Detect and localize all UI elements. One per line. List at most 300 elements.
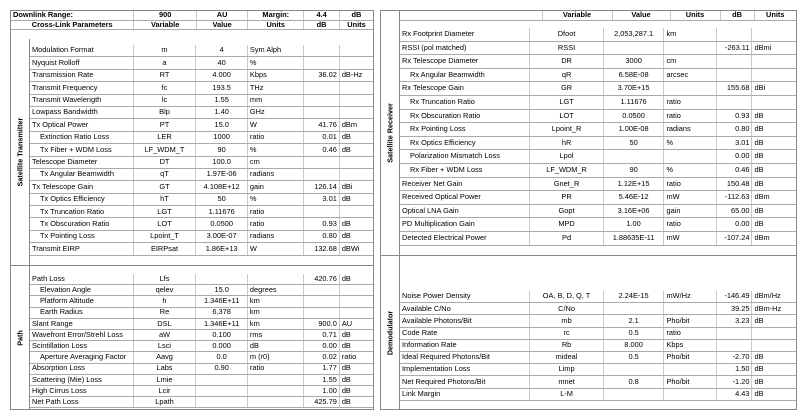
table-row xyxy=(30,168,373,180)
row-name: Rx Angular Beamwidth xyxy=(400,68,530,82)
row-db-unit: dBWi xyxy=(339,243,373,255)
row-db-unit xyxy=(339,82,373,94)
row-db-unit xyxy=(752,339,796,351)
row-unit: % xyxy=(247,144,303,156)
row-db-unit: dB xyxy=(339,397,373,408)
row-variable: Aavg xyxy=(133,352,196,363)
row-name: PD Multiplication Gain xyxy=(400,218,530,232)
row-variable: Gnet_R xyxy=(530,177,603,191)
row-value: 6,378 xyxy=(196,307,248,318)
row-unit: m (r0) xyxy=(247,352,303,363)
row-db: 0.71 xyxy=(303,329,339,340)
row-db: 3.01 xyxy=(716,136,752,150)
table-row xyxy=(30,385,373,396)
row-unit: % xyxy=(247,57,303,69)
row-variable: DSL xyxy=(133,318,196,329)
row-unit: GHz xyxy=(247,106,303,118)
row-name: Rx Telescope Diameter xyxy=(400,55,530,69)
table-row xyxy=(400,388,796,400)
row-db-unit xyxy=(339,57,373,69)
demodulator-section xyxy=(400,291,796,401)
row-value xyxy=(603,41,664,55)
row-unit: gain xyxy=(664,204,716,218)
transmitter-section xyxy=(30,45,373,256)
row-unit: radians xyxy=(247,230,303,242)
row-name: Transmit Wavelength xyxy=(30,94,133,106)
row-name: Modulation Format xyxy=(30,45,133,57)
row-db-unit xyxy=(339,206,373,218)
row-db-unit: dBi xyxy=(752,82,796,96)
row-db-unit: dB xyxy=(339,363,373,374)
row-db: 900.0 xyxy=(303,318,339,329)
row-unit: radians xyxy=(664,123,716,137)
row-unit: dB xyxy=(247,341,303,352)
row-db xyxy=(716,95,752,109)
row-name: Tx Optics Efficiency xyxy=(30,193,133,205)
col-db: dB xyxy=(304,20,340,30)
row-db xyxy=(303,57,339,69)
table-row xyxy=(30,296,373,307)
row-db-unit: dB xyxy=(339,131,373,143)
row-unit: ratio xyxy=(247,218,303,230)
row-variable: Lfs xyxy=(133,274,196,285)
row-name: Transmit Frequency xyxy=(30,82,133,94)
row-db: -107.24 xyxy=(716,231,752,245)
receiver-section xyxy=(400,28,796,246)
downlink-range-label: Downlink Range: xyxy=(11,11,134,20)
row-variable: Rb xyxy=(530,339,603,351)
row-variable: rc xyxy=(530,327,603,339)
row-db: 3.01 xyxy=(303,193,339,205)
row-name: Transmission Rate xyxy=(30,69,133,81)
row-db-unit: AU xyxy=(339,318,373,329)
receiver-header xyxy=(400,11,796,21)
row-value xyxy=(603,388,664,400)
table-row xyxy=(30,397,373,408)
row-db-unit: dB xyxy=(339,144,373,156)
row-db-unit: dB xyxy=(339,274,373,285)
row-name: Received Optical Power xyxy=(400,191,530,205)
row-unit: degrees xyxy=(247,285,303,296)
row-name: Noise Power Density xyxy=(400,291,530,303)
table-row xyxy=(400,339,796,351)
row-value: 6.58E-08 xyxy=(603,68,664,82)
row-variable: fc xyxy=(133,82,196,94)
row-db-unit xyxy=(752,68,796,82)
row-variable: h xyxy=(133,296,196,307)
row-variable: qR xyxy=(530,68,603,82)
row-db-unit xyxy=(752,28,796,41)
row-unit: mW/Hz xyxy=(664,291,716,303)
row-db: 420.76 xyxy=(303,274,339,285)
row-variable: m xyxy=(133,45,196,57)
row-name: Scintillation Loss xyxy=(30,341,133,352)
row-db-unit: dB xyxy=(752,150,796,164)
row-value: 2,053,287.1 xyxy=(603,28,664,41)
row-db: -112.63 xyxy=(716,191,752,205)
row-unit xyxy=(247,397,303,408)
row-name: Rx Fiber + WDM Loss xyxy=(400,163,530,177)
row-value: 1.00E-08 xyxy=(603,123,664,137)
row-value: 193.5 xyxy=(196,82,248,94)
col-units: Units xyxy=(248,20,304,30)
row-name: Receiver Net Gain xyxy=(400,177,530,191)
table-row xyxy=(30,218,373,230)
row-db xyxy=(303,82,339,94)
row-db-unit: dB xyxy=(339,385,373,396)
row-variable: Blp xyxy=(133,106,196,118)
row-db-unit: dB xyxy=(752,136,796,150)
row-variable: L-M xyxy=(530,388,603,400)
row-unit xyxy=(664,364,716,376)
row-value: 3000 xyxy=(603,55,664,69)
row-db: 132.68 xyxy=(303,243,339,255)
row-db-unit: ratio xyxy=(339,352,373,363)
row-db-unit: dB xyxy=(752,388,796,400)
row-db-unit xyxy=(752,55,796,69)
table-row xyxy=(30,329,373,340)
row-variable: Lsci xyxy=(133,341,196,352)
row-unit: ratio xyxy=(247,206,303,218)
row-db xyxy=(303,296,339,307)
row-value: 1.11676 xyxy=(603,95,664,109)
row-db-unit xyxy=(339,45,373,57)
row-value: 1.40 xyxy=(196,106,248,118)
row-db-unit: dB xyxy=(339,329,373,340)
row-db: 1.00 xyxy=(303,385,339,396)
table-row xyxy=(30,341,373,352)
table-row xyxy=(400,68,796,82)
demodulator-side-label: Demodulator xyxy=(381,256,400,409)
table-row xyxy=(30,119,373,131)
section-divider xyxy=(381,255,796,256)
row-name: Implementation Loss xyxy=(400,364,530,376)
row-db: 1.77 xyxy=(303,363,339,374)
row-unit: km xyxy=(247,307,303,318)
row-value: 0.8 xyxy=(603,376,664,388)
row-unit: radians xyxy=(247,168,303,180)
table-row xyxy=(30,193,373,205)
row-value: 3.16E+06 xyxy=(603,204,664,218)
margin-value: 4.4 xyxy=(304,11,340,20)
row-db: 0.00 xyxy=(716,218,752,232)
row-unit: gain xyxy=(247,181,303,193)
row-db: 0.46 xyxy=(303,144,339,156)
row-value: 90 xyxy=(196,144,248,156)
table-row xyxy=(400,177,796,191)
row-db xyxy=(303,156,339,168)
row-name: Wavefront Error/Strehl Loss xyxy=(30,329,133,340)
table-row xyxy=(400,109,796,123)
row-db: -1.20 xyxy=(716,376,752,388)
row-db: 36.02 xyxy=(303,69,339,81)
row-db-unit: dB xyxy=(752,218,796,232)
row-db: -146.49 xyxy=(716,291,752,303)
row-value: 1.88635E-11 xyxy=(603,231,664,245)
row-name: Rx Pointing Loss xyxy=(400,123,530,137)
row-value: 0.5 xyxy=(603,327,664,339)
row-db: 0.80 xyxy=(303,230,339,242)
row-variable: LOT xyxy=(133,218,196,230)
row-db-unit xyxy=(339,156,373,168)
row-db-unit xyxy=(752,327,796,339)
row-db: 41.76 xyxy=(303,119,339,131)
row-variable: a xyxy=(133,57,196,69)
row-variable: PR xyxy=(530,191,603,205)
row-value: 1000 xyxy=(196,131,248,143)
row-db: -2.70 xyxy=(716,351,752,363)
row-name: Net Required Photons/Bit xyxy=(400,376,530,388)
row-unit: THz xyxy=(247,82,303,94)
table-row xyxy=(30,94,373,106)
row-db xyxy=(303,285,339,296)
receiver-side-label: Satellite Receiver xyxy=(381,11,400,255)
row-name: Absorption Loss xyxy=(30,363,133,374)
row-db: 0.80 xyxy=(716,123,752,137)
row-value: 100.0 xyxy=(196,156,248,168)
table-row xyxy=(400,231,796,245)
row-value: 4.000 xyxy=(196,69,248,81)
row-name: Rx Truncation Ratio xyxy=(400,95,530,109)
row-value: 3.00E-07 xyxy=(196,230,248,242)
row-db-unit: dBm xyxy=(339,119,373,131)
row-variable: Re xyxy=(133,307,196,318)
table-row xyxy=(400,95,796,109)
row-db xyxy=(303,168,339,180)
row-variable: LF_WDM_T xyxy=(133,144,196,156)
table-row xyxy=(400,191,796,205)
row-unit: Pho/bit xyxy=(664,315,716,327)
row-unit: Kbps xyxy=(247,69,303,81)
table-row xyxy=(30,131,373,143)
row-db-unit: dB xyxy=(339,193,373,205)
row-db: 425.79 xyxy=(303,397,339,408)
row-value: 0.0500 xyxy=(603,109,664,123)
row-variable: Lcir xyxy=(133,385,196,396)
table-row xyxy=(400,351,796,363)
row-variable: Pd xyxy=(530,231,603,245)
row-db: 126.14 xyxy=(303,181,339,193)
row-db: 3.23 xyxy=(716,315,752,327)
row-variable: RSSI xyxy=(530,41,603,55)
row-db-unit xyxy=(339,296,373,307)
row-value: 0.5 xyxy=(603,351,664,363)
row-db-unit: dBm xyxy=(752,191,796,205)
row-variable: LGT xyxy=(530,95,603,109)
row-unit xyxy=(247,274,303,285)
row-value: 0.0500 xyxy=(196,218,248,230)
row-value: 50 xyxy=(196,193,248,205)
row-variable: Lmie xyxy=(133,374,196,385)
col-units: Units xyxy=(670,11,720,20)
row-unit: W xyxy=(247,243,303,255)
table-row xyxy=(400,41,796,55)
row-variable: qelev xyxy=(133,285,196,296)
row-variable: LER xyxy=(133,131,196,143)
table-row xyxy=(400,123,796,137)
row-db: 0.01 xyxy=(303,131,339,143)
row-db xyxy=(716,327,752,339)
row-value: 1.346E+11 xyxy=(196,296,248,307)
table-row xyxy=(30,363,373,374)
row-unit: mW xyxy=(664,191,716,205)
row-name: Tx Fiber + WDM Loss xyxy=(30,144,133,156)
table-row xyxy=(30,243,373,255)
row-name: Available Photons/Bit xyxy=(400,315,530,327)
row-name: Detected Electrical Power xyxy=(400,231,530,245)
row-variable: aW xyxy=(133,329,196,340)
row-name: Tx Pointing Loss xyxy=(30,230,133,242)
right-panel xyxy=(380,10,797,410)
row-db-unit: dB xyxy=(752,109,796,123)
row-name: Path Loss xyxy=(30,274,133,285)
row-value: 2.24E-15 xyxy=(603,291,664,303)
row-db xyxy=(716,339,752,351)
row-unit: ratio xyxy=(664,327,716,339)
row-db: 0.00 xyxy=(716,150,752,164)
row-db-unit: dB xyxy=(339,218,373,230)
row-name: Optical LNA Gain xyxy=(400,204,530,218)
path-section xyxy=(30,274,373,408)
row-name: Tx Obscuration Ratio xyxy=(30,218,133,230)
row-value: 1.55 xyxy=(196,94,248,106)
row-unit xyxy=(664,303,716,315)
row-name: Earth Radius xyxy=(30,307,133,318)
row-db xyxy=(716,28,752,41)
row-variable: LOT xyxy=(530,109,603,123)
transmitter-side-label: Satellite Transmitter xyxy=(11,39,30,265)
row-db-unit xyxy=(339,285,373,296)
row-db-unit: dB-Hz xyxy=(339,69,373,81)
row-value: 15.0 xyxy=(196,119,248,131)
row-db-unit: dB xyxy=(339,230,373,242)
row-unit: ratio xyxy=(664,109,716,123)
row-unit: ratio xyxy=(247,131,303,143)
row-name: High Cirrus Loss xyxy=(30,385,133,396)
table-row xyxy=(30,285,373,296)
row-value xyxy=(196,385,248,396)
row-variable: GR xyxy=(530,82,603,96)
row-variable: hT xyxy=(133,193,196,205)
row-value: 15.0 xyxy=(196,285,248,296)
table-row xyxy=(400,303,796,315)
downlink-range-value: 900 xyxy=(134,11,197,20)
row-name: Nyquist Rolloff xyxy=(30,57,133,69)
table-row xyxy=(400,364,796,376)
table-row xyxy=(400,291,796,303)
row-unit: % xyxy=(664,136,716,150)
table-row xyxy=(400,376,796,388)
row-name: Rx Footprint Diameter xyxy=(400,28,530,41)
row-db: 0.00 xyxy=(303,341,339,352)
row-db-unit: dB xyxy=(752,376,796,388)
table-row xyxy=(30,45,373,57)
row-name: Rx Telescope Gain xyxy=(400,82,530,96)
table-row xyxy=(30,374,373,385)
col-db-units: Units xyxy=(754,11,796,20)
col-value: Value xyxy=(612,11,670,20)
row-name: RSSI (pol matched) xyxy=(400,41,530,55)
row-db xyxy=(303,94,339,106)
row-name: Available C/No xyxy=(400,303,530,315)
table-row xyxy=(30,69,373,81)
row-variable: Lpath xyxy=(133,397,196,408)
row-unit: km xyxy=(247,318,303,329)
row-unit: Kbps xyxy=(664,339,716,351)
row-unit: W xyxy=(247,119,303,131)
row-name: Rx Optics Efficiency xyxy=(400,136,530,150)
left-panel xyxy=(10,10,374,410)
row-db: 4.43 xyxy=(716,388,752,400)
row-value: 8.000 xyxy=(603,339,664,351)
table-row xyxy=(30,156,373,168)
row-name: Tx Angular Beamwidth xyxy=(30,168,133,180)
row-variable: Labs xyxy=(133,363,196,374)
row-name: Polarization Mismatch Loss xyxy=(400,150,530,164)
margin-label: Margin: xyxy=(248,11,304,20)
row-value: 1.97E-06 xyxy=(196,168,248,180)
row-value: 1.11676 xyxy=(196,206,248,218)
row-db-unit: dBmi xyxy=(752,41,796,55)
row-value: 90 xyxy=(603,163,664,177)
row-unit: mm xyxy=(247,94,303,106)
cross-link-title: Cross-Link Parameters xyxy=(11,20,134,30)
col-db-units: Units xyxy=(339,20,373,30)
row-db-unit: dB xyxy=(752,351,796,363)
row-db xyxy=(716,68,752,82)
col-db: dB xyxy=(720,11,754,20)
col-variable: Variable xyxy=(134,20,197,30)
row-unit xyxy=(664,82,716,96)
row-value: 1.346E+11 xyxy=(196,318,248,329)
row-value xyxy=(603,150,664,164)
row-db: 150.48 xyxy=(716,177,752,191)
table-row xyxy=(30,352,373,363)
row-db-unit xyxy=(752,95,796,109)
row-db-unit: dBm-Hz xyxy=(752,303,796,315)
row-variable: Gopt xyxy=(530,204,603,218)
row-unit: Pho/bit xyxy=(664,351,716,363)
row-variable: LGT xyxy=(133,206,196,218)
row-name: Ideal Required Photons/Bit xyxy=(400,351,530,363)
row-db-unit: dB xyxy=(339,341,373,352)
row-value: 0.100 xyxy=(196,329,248,340)
row-value xyxy=(196,397,248,408)
row-variable: C/No xyxy=(530,303,603,315)
table-row xyxy=(400,55,796,69)
row-unit: km xyxy=(664,28,716,41)
row-variable: Lpoint_R xyxy=(530,123,603,137)
row-variable: GT xyxy=(133,181,196,193)
row-db-unit xyxy=(339,168,373,180)
row-value: 2.1 xyxy=(603,315,664,327)
row-variable: EIRPsat xyxy=(133,243,196,255)
row-value: 4 xyxy=(196,45,248,57)
table-row xyxy=(400,204,796,218)
row-db-unit: dBm/Hz xyxy=(752,291,796,303)
row-db: 0.46 xyxy=(716,163,752,177)
row-unit: km xyxy=(247,296,303,307)
row-name: Rx Obscuration Ratio xyxy=(400,109,530,123)
row-variable: OA, B, D, Q, T xyxy=(530,291,603,303)
row-name: Transmit EIRP xyxy=(30,243,133,255)
margin-unit: dB xyxy=(339,11,373,20)
col-variable: Variable xyxy=(542,11,612,20)
table-row xyxy=(400,163,796,177)
table-row xyxy=(30,318,373,329)
table-row xyxy=(30,274,373,285)
table-row xyxy=(400,315,796,327)
